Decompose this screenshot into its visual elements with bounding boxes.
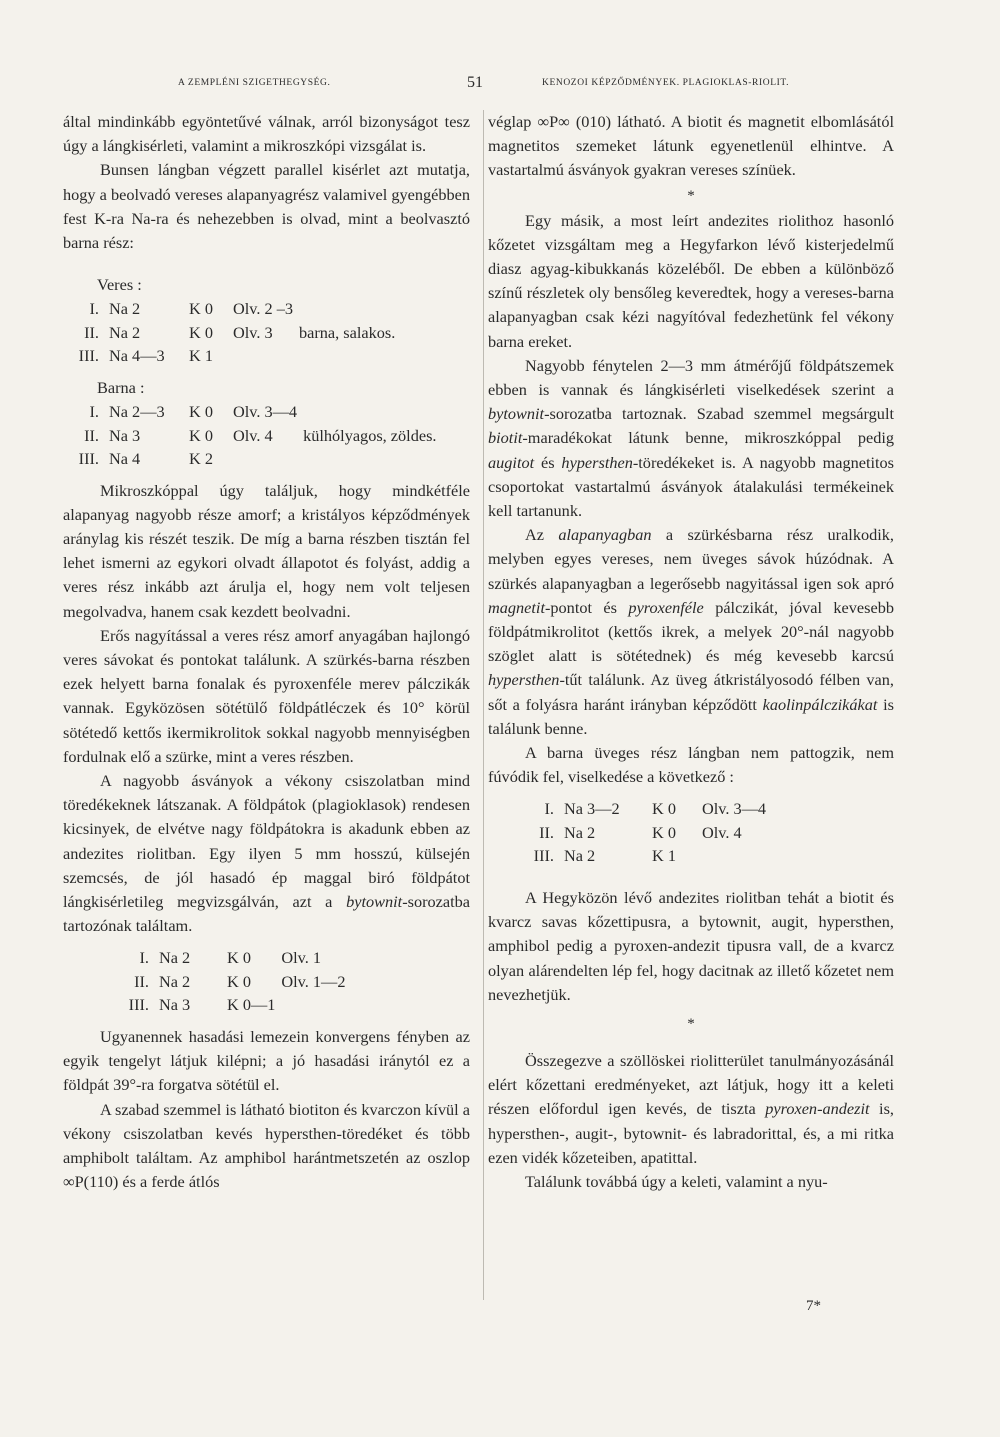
right-column bbox=[488, 110, 894, 1194]
table-row: II. Na 2 K 0 Olv. 3 barna, salakos. bbox=[84, 322, 396, 342]
spacer bbox=[63, 368, 470, 376]
paragraph: Mikroszkóppal úgy találjuk, hogy mindkétféle alapanyag nagyobb része amorf; a kristályos képződmények aránylag kis részét teszik. De míg a barna részben tisztán fel lehet ismerni az egykori olvadt állapotot és folyást, addig a veres rész inkább azt árulja el, hogy nem volt teljesen megolvadva, hanem csak kezdett beolvadni. bbox=[63, 480, 470, 621]
table-row: III. Na 4 K 2 bbox=[78, 449, 213, 469]
column-divider bbox=[483, 110, 484, 1300]
flame-test-table-veres bbox=[73, 297, 401, 368]
paragraph: A Hegyközön lévő andezites riolitban tehát a biotit és kvarcz savas kőzettipusra, a bytownit, augit, hypersthen, amphibol pedig a pyroxen-andezit tipusra vall, de a kvarcz olyan alárendelten lép fel, hogy dacitnak az illető kőzetet nem nevezhetjük. bbox=[488, 887, 894, 1004]
table-row: II. Na 2 K 0 Olv. 4 bbox=[539, 822, 742, 842]
paragraph: A szabad szemmel is látható biotiton és kvarczon kívül a vékony csiszolatban kevés hypersthen-töredéket és több amphibolt találtam. Az amphibol harántmetszetén az oszlop ∞P(110) és a ferde átlós bbox=[63, 1099, 470, 1192]
spacer bbox=[63, 938, 470, 946]
table-row: III. Na 4—3 K 1 bbox=[78, 346, 213, 366]
paragraph: Összegezve a szöllöskei riolitterület tanulmányozásánál elért kőzettani eredményeket, azt látjuk, hogy itt a keleti részen előfordul igen kevés, de tiszta pyroxen-andezit is, hypersthen-, augit-, bytownit- és labradorittal, és, a mi ritka ezen vidék kőzeteiben, apatittal. bbox=[488, 1051, 894, 1167]
spacer bbox=[488, 868, 894, 886]
table-row: I. Na 2—3 K 0 Olv. 3—4 bbox=[89, 402, 298, 422]
flame-test-table-bytownit bbox=[123, 946, 351, 1017]
paragraph: véglap ∞P∞ (010) látható. A biotit és magnetit elbomlásától magnetitos szemeket látunk egyenetlenül elhintve. A vastartalmú ásványok gyakran vereses színüek. bbox=[488, 112, 894, 180]
spacer bbox=[63, 1017, 470, 1025]
table-label: Veres : bbox=[97, 275, 142, 295]
paragraph: A barna üveges rész lángban nem pattogzik, nem fúvódik fel, viselkedése a következő : bbox=[488, 743, 894, 787]
table-label: Barna : bbox=[97, 377, 145, 397]
signature-mark: 7* bbox=[806, 1298, 821, 1314]
running-header bbox=[0, 74, 1000, 96]
left-column bbox=[63, 110, 470, 1194]
table-row: I. Na 3—2 K 0 Olv. 3—4 bbox=[544, 799, 767, 819]
table-row: III. Na 3 K 0—1 bbox=[128, 995, 276, 1015]
table-row: III. Na 2 K 1 bbox=[533, 846, 676, 866]
flame-test-table-barna-uveg bbox=[528, 797, 772, 868]
header-left-title: A ZEMPLÉNI SZIGETHEGYSÉG. bbox=[178, 78, 331, 88]
paragraph: Az alapanyagban a szürkésbarna rész uralkodik, melyben egyes vereses, nem üveges sávok húzódnak. A szürkés alapanyagban a legerősebb nagyitással igen sok apró magnetit-pontot és pyroxenféle pálczikát, jóval kevesebb földpátmikrolitot (kettős ikrek, a melyek 20°-nál nagyobb szöglet alatt is sötétednek) és még kevesebb karcsú hypersthen-tűt találunk. Az üveg átkristályosodó félben van, sőt a folyásra haránt irányban képződött kaolinpálczikákat is találunk benne. bbox=[488, 525, 894, 738]
section-separator-star: * bbox=[687, 1016, 695, 1032]
table-row: I. Na 2 K 0 Olv. 1 bbox=[139, 948, 322, 968]
paragraph: által mindinkább egyöntetűvé válnak, arról bizonyságot tesz úgy a lángkisérleti, valamint a mikroszkópi vizsgálat is. bbox=[63, 112, 470, 156]
table-row: II. Na 3 K 0 Olv. 4 külhólyagos, zöldes. bbox=[84, 425, 437, 445]
paragraph: Találunk továbbá úgy a keleti, valamint a nyu- bbox=[525, 1172, 828, 1192]
page-number: 51 bbox=[467, 74, 483, 91]
spacer bbox=[63, 471, 470, 479]
section-separator-star: * bbox=[687, 187, 695, 204]
paragraph: Ugyanennek hasadási lemezein konvergens fényben az egyik tengelyt látjuk kilépni; a jó hasadási iránytól ez a földpát 39°-ra forgatva sötétül el. bbox=[63, 1026, 470, 1095]
flame-test-table-barna bbox=[73, 400, 442, 471]
paragraph: Bunsen lángban végzett parallel kisérlet azt mutatja, hogy a beolvadó vereses alapanyagrész valamivel gyengébben fest K-ra Na-ra és nehezebben is olvad, mint a beolvasztó barna rész: bbox=[63, 160, 470, 253]
spacer bbox=[63, 255, 470, 273]
paragraph: Nagyobb fénytelen 2—3 mm átmérőjű földpátszemek ebben is vannak és lángkisérleti viselkedések szerint a bytownit-sorozatba tartoznak. Szabad szemmel megsárgult biotit-maradékokat látunk benne, mikroszkóppal pedig augitot és hypersthen-töredékeket is. A nagyobb magnetitos csoportokat vastartalmú ásványok átalakulási termékeinek kell tartanunk. bbox=[488, 355, 895, 521]
spacer bbox=[488, 789, 894, 797]
table-row: II. Na 2 K 0 Olv. 1—2 bbox=[134, 971, 346, 991]
paragraph: Egy másik, a most leírt andezites riolithoz hasonló kőzetet vizsgáltam meg a Hegyfarkon lévő kisterjedelmű diasz agyag-kibukkanás közeléből. De ebben a különböző színű részletek oly bensőleg keveredtek, hogy a vereses-barna alapanyagban csak kézi nagyítóval fedezhetünk fel vékony barna ereket. bbox=[488, 210, 894, 351]
paragraph: A nagyobb ásványok a vékony csiszolatban mind töredékeknek látszanak. A földpátok (plagioklasok) rendesen kicsinyek, de elvétve nagy földpátokra is akadunk ebben az andezites riolitban. Egy ilyen 5 mm hosszú, külsején szemcsés, de jól hasadó ép maggal biró földpátot lángkisérletileg megvizsgálván, azt a bytownit-sorozatba tartozónak találtam. bbox=[63, 771, 470, 936]
table-row: I. Na 2 K 0 Olv. 2 –3 bbox=[89, 299, 293, 319]
paragraph: Erős nagyítással a veres rész amorf anyagában hajlongó veres sávokat és pontokat találunk. A szürkés-barna részben ezek helyett barna fonalak és pyroxenféle merev pálczikák vannak. Egyközösen sötétülő földpátléczek és 10° körül sötétedő kettős ikermikrolitok sokkal nagyobb mennyiségben fordulnak elő a szürke, mint a veres részben. bbox=[63, 625, 470, 766]
header-right-title: KENOZOI KÉPZŐDMÉNYEK. PLAGIOKLAS-RIOLIT. bbox=[542, 78, 790, 88]
